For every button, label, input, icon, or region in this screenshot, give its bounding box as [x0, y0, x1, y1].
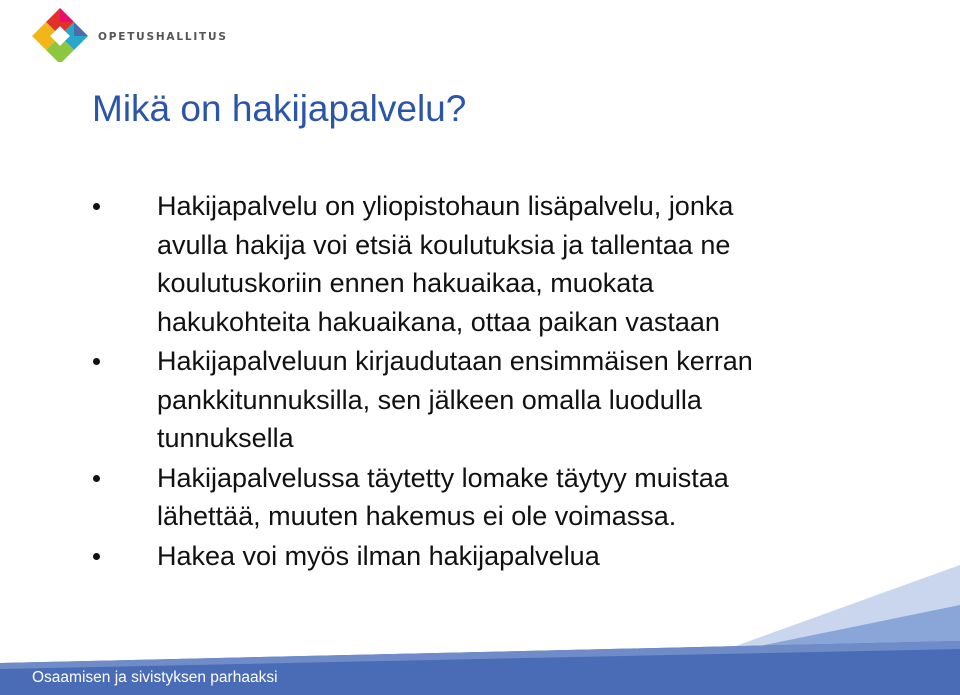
bullet-dot-icon: [93, 203, 100, 210]
bullet-line: koulutuskoriin ennen hakuaikaa, muokata: [157, 268, 654, 298]
bullet-list: [0, 187, 960, 576]
bullet-line: Hakijapalveluun kirjaudutaan ensimmäisen kerran: [157, 346, 753, 376]
bullet-item: [0, 187, 960, 341]
bullet-line: hakukohteita hakuaikana, ottaa paikan vastaan: [157, 306, 720, 337]
footer-band: [0, 545, 960, 695]
bullet-dot-icon: [93, 358, 100, 365]
bullet-item: [0, 459, 960, 536]
bullet-dot-icon: [93, 475, 100, 482]
bullet-line: Hakea voi myös ilman hakijapalvelua: [157, 540, 600, 571]
footer-tagline: Osaamisen ja sivistyksen parhaaksi: [32, 669, 278, 686]
opetushallitus-logo: [30, 6, 228, 62]
bullet-line: Hakijapalvelu on yliopistohaun lisäpalvelu, jonka: [157, 191, 734, 221]
slide-title: Mikä on hakijapalvelu?: [92, 88, 467, 129]
diamond-logo-icon: [30, 6, 90, 62]
bullet-line: pankkitunnuksilla, sen jälkeen omalla luodulla: [157, 384, 702, 415]
logo-wordmark: OPETUSHALLITUS: [98, 31, 228, 43]
bullet-item: [0, 342, 960, 458]
bullet-line: avulla hakija voi etsiä koulutuksia ja tallentaa ne: [157, 229, 731, 260]
bullet-line: Hakijapalvelussa täytetty lomake täytyy muistaa: [157, 462, 729, 493]
bullet-line: lähettää, muuten hakemus ei ole voimassa.: [157, 501, 677, 531]
bullet-line: tunnuksella: [157, 423, 294, 453]
